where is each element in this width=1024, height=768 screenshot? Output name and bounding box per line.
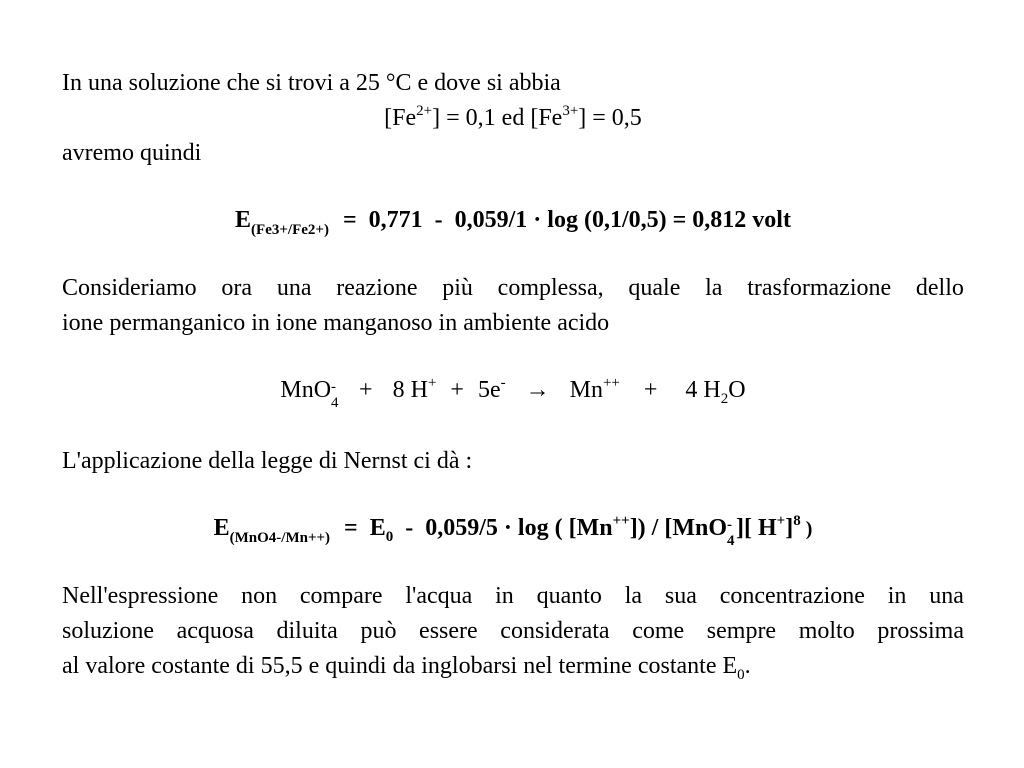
- word: sempre: [706, 618, 777, 644]
- paragraph1-line2: ione permanganico in ione manganoso in ambiente acido: [62, 310, 610, 336]
- word: più: [442, 275, 473, 301]
- word: ora: [221, 275, 253, 301]
- slide: [62, 0, 964, 768]
- word: Consideriamo: [62, 275, 197, 301]
- h-charge: +: [776, 513, 786, 529]
- nernst-after-mn: ]) / [MnO: [629, 515, 727, 541]
- paragraph2-line2: [62, 616, 964, 646]
- conc-end: ] = 0,5: [578, 105, 642, 131]
- conc-fe-open: [Fe: [384, 105, 417, 131]
- word: dello: [915, 275, 964, 301]
- word: in: [887, 583, 907, 609]
- word: in: [495, 583, 514, 609]
- fe2-charge: 2+: [416, 103, 433, 119]
- word: può: [360, 618, 397, 644]
- hydrogen-ion: 8 H: [392, 377, 428, 403]
- water-subscript: 2: [720, 391, 729, 407]
- word: essere: [419, 618, 478, 644]
- nernst-close: ): [800, 518, 813, 540]
- plus-sign: +: [450, 377, 464, 403]
- concentration-line: [62, 103, 964, 133]
- equation-nernst-symbol: E: [213, 515, 230, 541]
- word: acquosa: [176, 618, 254, 644]
- word: reazione: [336, 275, 418, 301]
- equation-fe-subscript: (Fe3+/Fe2+): [251, 222, 329, 238]
- word: una: [929, 583, 964, 609]
- electron-charge: -: [500, 375, 506, 391]
- word: considerata: [500, 618, 610, 644]
- equation-nernst-subscript: (MnO4-/Mn++): [229, 530, 331, 546]
- word: l'acqua: [405, 583, 473, 609]
- equation-fe: [62, 205, 964, 238]
- paragraph1-line1: [62, 273, 964, 303]
- hydrogen-charge: +: [427, 375, 437, 391]
- plus-sign: +: [359, 377, 373, 403]
- e0-subscript: 0: [385, 529, 394, 545]
- intro-conclusion: avremo quindi: [62, 140, 202, 166]
- word: sua: [664, 583, 697, 609]
- word: Nell'espressione: [62, 583, 219, 609]
- manganese-ion: Mn: [569, 377, 603, 403]
- e0-symbol: E: [369, 515, 386, 541]
- nernst-after-mno4: ][ H: [736, 515, 777, 541]
- power-exponent: 8: [793, 513, 801, 529]
- paragraph2-line3: [62, 651, 964, 681]
- word: compare: [299, 583, 383, 609]
- reaction-equation: MnO - 4 + 8 H+ + 5e- → Mn++ + 4 $H_2O$: [280, 375, 746, 411]
- equation-fe-symbol: E: [235, 207, 252, 233]
- word: non: [241, 583, 278, 609]
- paragraph2-line3-text: al valore costante di 55,5 e quindi da inglobarsi nel termine costante E: [62, 653, 738, 679]
- nernst-after-h: ]: [785, 515, 794, 541]
- equation-nernst: $E_{(MnO4-/Mn++)} = E_0 - 0,059/5 \cdot \log$ ( [Mn++]) / [MnO - 4 ][ H+]$^8$ ): [213, 513, 813, 549]
- equals-sign: =: [344, 515, 358, 541]
- word: prossima: [877, 618, 964, 644]
- electrons: 5e: [477, 377, 501, 403]
- e0-subscript: 0: [737, 667, 745, 683]
- word: diluita: [276, 618, 338, 644]
- nernst-middle: - 0,059/5 · log ( [Mn: [405, 515, 613, 541]
- manganese-charge: ++: [602, 375, 620, 391]
- intro-line: In una soluzione che si trovi a 25 °C e dove si abbia: [62, 70, 561, 96]
- paragraph2-period: .: [744, 653, 751, 679]
- word: concentrazione: [719, 583, 865, 609]
- word: la: [705, 275, 723, 301]
- mno4-formula: MnO: [280, 377, 332, 403]
- word: come: [632, 618, 685, 644]
- water-formula: 4 H: [685, 377, 721, 403]
- word: una: [276, 275, 312, 301]
- nernst-intro: L'applicazione della legge di Nernst ci dà :: [62, 448, 473, 474]
- plus-sign: +: [643, 377, 658, 403]
- word: molto: [798, 618, 855, 644]
- water-oxygen: O: [728, 377, 746, 403]
- mn-charge: ++: [612, 513, 630, 529]
- reaction-arrow: →: [525, 377, 550, 403]
- word: quale: [628, 275, 681, 301]
- conc-mid: ] = 0,1 ed [Fe: [432, 105, 563, 131]
- word: soluzione: [62, 618, 154, 644]
- word: la: [624, 583, 643, 609]
- fe3-charge: 3+: [562, 103, 579, 119]
- paragraph2-line1: [62, 581, 964, 611]
- word: quanto: [536, 583, 602, 609]
- word: trasformazione: [747, 275, 892, 301]
- equation-fe-body: = 0,771 - 0,059/1 · log (0,1/0,5) = 0,812 volt: [342, 207, 791, 233]
- word: complessa,: [497, 275, 604, 301]
